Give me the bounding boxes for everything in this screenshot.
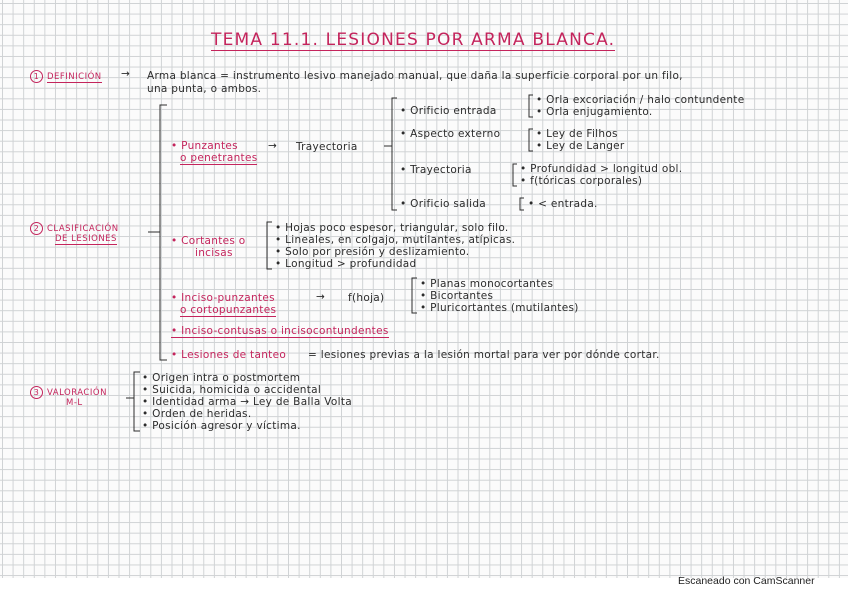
inciso-punzantes-item-1: • Planas monocortantes [420, 278, 554, 290]
definicion-arrow: → [121, 68, 131, 80]
inciso-punzantes-item-3: • Pluricortantes (mutilantes) [420, 302, 579, 314]
camscanner-footer: Escaneado con CamScanner [678, 575, 815, 587]
aspecto-externo: • Aspecto externo [400, 128, 501, 140]
cortantes-item-2: • Lineales, en colgajo, mutilantes, atípicas. [275, 234, 516, 246]
aspecto-externo-item-2: • Ley de Langer [536, 140, 625, 152]
section-number-3: 3 [30, 386, 43, 399]
orificio-entrada-item-2: • Orla enjugamiento. [536, 106, 653, 118]
fhoja-label: f(hoja) [348, 292, 385, 304]
cortantes-item-1: • Hojas poco espesor, triangular, solo filo. [275, 222, 509, 234]
valoracion-bracket [134, 372, 140, 431]
valoracion-item-5: • Posición agresor y víctima. [142, 420, 301, 432]
section-number-2: 2 [30, 222, 43, 235]
aspecto-externo-bracket [529, 129, 533, 151]
orificio-salida-item: • < entrada. [528, 198, 598, 210]
cortantes-item-3: • Solo por presión y deslizamiento. [275, 246, 470, 258]
page-title: TEMA 11.1. LESIONES POR ARMA BLANCA. [211, 30, 616, 50]
punzantes-label: • Punzantes [171, 140, 238, 152]
section-definicion-label: 1 DEFINICIÓN [30, 70, 102, 83]
inciso-punzantes-label: • Inciso-punzantes [171, 292, 275, 304]
orificio-entrada-item-1: • Orla excoriación / halo contundente [536, 94, 745, 106]
trayectoria-sub-2: • f(tóricas corporales) [520, 175, 643, 187]
valoracion-item-4: • Orden de heridas. [142, 408, 252, 420]
cortantes-label-line2: incisas [195, 247, 233, 259]
orificio-salida: • Orificio salida [400, 198, 487, 210]
tanteo-label: • Lesiones de tanteo [171, 349, 287, 361]
clasificacion-bracket [160, 105, 167, 360]
inciso-punzantes-arrow: → [316, 291, 326, 303]
trayectoria-label: Trayectoria [296, 141, 358, 153]
aspecto-externo-item-1: • Ley de Filhos [536, 128, 618, 140]
valoracion-item-2: • Suicida, homicida o accidental [142, 384, 322, 396]
tanteo-text: = lesiones previas a la lesión mortal para ver por dónde cortar. [308, 349, 660, 361]
punzantes-arrow: → [268, 140, 278, 152]
section-number-1: 1 [30, 70, 43, 83]
trayectoria-sub-1: • Profundidad > longitud obl. [520, 163, 683, 175]
cortantes-bracket [267, 222, 272, 269]
cortantes-label: • Cortantes o [171, 235, 246, 247]
section-clasificacion-label-line2: DE LESIONES [55, 234, 117, 244]
inciso-punzantes-label-line2: o cortopunzantes [180, 304, 277, 316]
cortantes-item-4: • Longitud > profundidad [275, 258, 417, 270]
trayectoria-sub-bracket [513, 164, 517, 186]
inciso-punzantes-bracket [412, 278, 417, 313]
orificio-entrada-bracket [529, 95, 533, 117]
orificio-salida-bracket [520, 198, 524, 210]
definicion-text-line1: Arma blanca = instrumento lesivo manejado manual, que daña la superficie corporal por un filo, [147, 70, 683, 82]
definicion-text-line2: una punta, o ambos. [147, 83, 262, 95]
trayectoria-item: • Trayectoria [400, 164, 472, 176]
section-valoracion-label: 3 VALORACIÓN [30, 386, 107, 399]
valoracion-item-3: • Identidad arma → Ley de Balla Volta [142, 396, 352, 408]
orificio-entrada: • Orificio entrada [400, 105, 497, 117]
valoracion-item-1: • Origen intra o postmortem [142, 372, 301, 384]
section-clasificacion-label: 2 CLASIFICACIÓN [30, 222, 119, 235]
inciso-contusas-label: • Inciso-contusas o incisocontundentes [171, 325, 389, 337]
inciso-punzantes-item-2: • Bicortantes [420, 290, 494, 302]
punzantes-label-line2: o penetrantes [180, 152, 258, 164]
section-valoracion-label-line2: M-L [66, 398, 83, 408]
trayectoria-bracket [392, 98, 397, 210]
